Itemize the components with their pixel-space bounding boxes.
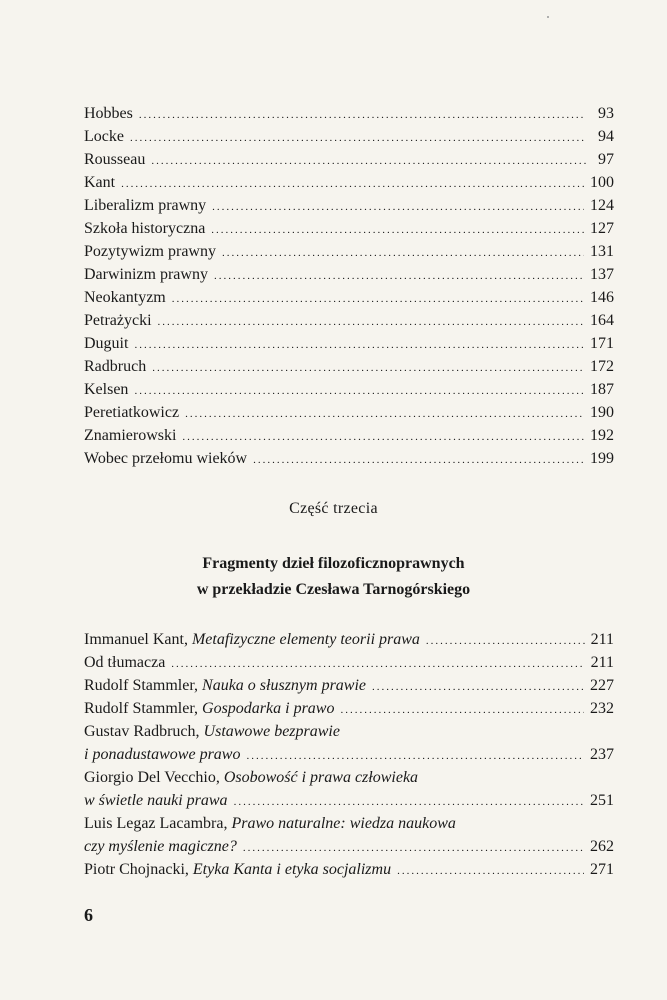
leader-dots — [372, 676, 584, 699]
leader-dots — [243, 837, 584, 860]
leader-dots — [151, 150, 586, 173]
toc-entry-page: 100 — [590, 174, 614, 191]
toc-entry-page: 131 — [590, 243, 614, 260]
toc-entry-work-title: Etyka Kanta i etyka socjalizmu — [192, 861, 392, 878]
toc-entry-author: Piotr Chojnacki, — [84, 861, 193, 878]
toc-entry — [84, 263, 614, 286]
toc-entry-label: Pozytywizm prawny — [84, 243, 216, 260]
leader-dots — [158, 311, 584, 334]
toc-entry-work-title: Ustawowe bezprawie — [203, 723, 340, 740]
toc-entry-label: Liberalizm prawny — [84, 197, 207, 214]
toc-entry-page: 171 — [590, 335, 614, 352]
toc-entry — [84, 789, 614, 812]
toc-entry-work-title: Osobowość i prawa człowieka — [223, 769, 419, 786]
toc-entry — [84, 651, 614, 674]
toc-entry-work-title: Gospodarka i prawo — [202, 700, 335, 717]
toc-entry-page: 227 — [590, 677, 614, 694]
toc-entry-author: Giorgio Del Vecchio, — [84, 769, 224, 786]
section-title — [0, 551, 667, 603]
toc-entry-label — [84, 628, 420, 651]
leader-dots — [172, 288, 584, 311]
toc-entry — [84, 309, 614, 332]
leader-dots — [171, 653, 584, 676]
toc-entry-label: Hobbes — [84, 105, 133, 122]
toc-entry-page: 262 — [590, 838, 614, 855]
toc-entry-label — [84, 697, 334, 720]
leader-dots — [130, 127, 586, 150]
toc-entry-page: 146 — [590, 289, 614, 306]
toc-entry — [84, 148, 614, 171]
toc-entry-label — [84, 674, 366, 697]
toc-entry — [84, 171, 614, 194]
toc-entry — [84, 424, 614, 447]
toc-entry — [84, 102, 614, 125]
toc-entry — [84, 286, 614, 309]
leader-dots — [185, 403, 584, 426]
toc-entry — [84, 447, 614, 470]
toc-entry — [84, 378, 614, 401]
toc-entry-page: 199 — [590, 450, 614, 467]
toc-entry-label: Darwinizm prawny — [84, 266, 208, 283]
paper-speck — [547, 16, 549, 18]
toc-entry-work-title: Metafizyczne elementy teorii prawa — [191, 631, 420, 648]
toc-entry — [84, 194, 614, 217]
leader-dots — [134, 334, 584, 357]
toc-entry-page: 271 — [590, 861, 614, 878]
leader-dots — [152, 357, 584, 380]
leader-dots — [234, 791, 584, 814]
toc-entry-page: 137 — [590, 266, 614, 283]
toc-entry-label: Szkoła historyczna — [84, 220, 206, 237]
leader-dots — [426, 630, 585, 653]
toc-entry-label: Od tłumacza — [84, 654, 166, 671]
toc-entry-page: 94 — [598, 128, 614, 145]
toc-entry — [84, 332, 614, 355]
toc-entry-author: Rudolf Stammler, — [84, 700, 203, 717]
leader-dots — [253, 449, 584, 472]
toc-entry-page: 127 — [590, 220, 614, 237]
leader-dots — [212, 196, 584, 219]
leader-dots — [121, 173, 584, 196]
leader-dots — [222, 242, 584, 265]
toc-entry-work-title: Prawo naturalne: wiedza naukowa — [231, 815, 456, 832]
section-title-line: Fragmenty dzieł filozoficznoprawnych — [202, 555, 465, 572]
toc-entry-page: 211 — [590, 631, 614, 648]
toc-entry-label: Radbruch — [84, 358, 147, 375]
toc-entry — [84, 835, 614, 858]
leader-dots — [397, 860, 584, 883]
toc-entry — [84, 858, 614, 881]
leader-dots — [211, 219, 584, 242]
toc-entry-work-title: i ponadustawowe prawo — [84, 746, 241, 763]
toc-entry-author: Gustav Radbruch, — [84, 723, 204, 740]
toc-entry-page: 93 — [598, 105, 614, 122]
toc-entry-label: Petrażycki — [84, 312, 152, 329]
toc-entry-page: 232 — [590, 700, 614, 717]
toc-entry-page: 190 — [590, 404, 614, 421]
leader-dots — [182, 426, 584, 449]
toc-entry-page: 97 — [598, 151, 614, 168]
toc-list-part-three — [84, 628, 614, 881]
toc-entry-label — [84, 789, 228, 812]
toc-entry-label: Kant — [84, 174, 116, 191]
toc-entry-label — [84, 743, 240, 766]
toc-entry-page: 124 — [590, 197, 614, 214]
toc-entry-page: 192 — [590, 427, 614, 444]
toc-list-part-two — [84, 102, 614, 470]
toc-entry-label: Locke — [84, 128, 124, 145]
toc-entry-page: 172 — [590, 358, 614, 375]
toc-entry — [84, 240, 614, 263]
page-number: 6 — [84, 905, 93, 925]
toc-entry-page: 187 — [590, 381, 614, 398]
toc-entry-page: 251 — [590, 792, 614, 809]
part-title: Część trzecia — [289, 500, 378, 517]
toc-entry-page: 211 — [590, 654, 614, 671]
leader-dots — [139, 104, 586, 127]
toc-entry — [84, 697, 614, 720]
toc-entry-label: Rousseau — [84, 151, 146, 168]
toc-entry-label: Kelsen — [84, 381, 129, 398]
toc-entry — [84, 628, 614, 651]
toc-entry — [84, 217, 614, 240]
toc-entry — [84, 355, 614, 378]
toc-entry-first-line — [84, 766, 614, 789]
toc-entry-author: Immanuel Kant, — [84, 631, 192, 648]
toc-entry-page: 237 — [590, 746, 614, 763]
toc-entry — [84, 674, 614, 697]
toc-entry-label: Znamierowski — [84, 427, 177, 444]
leader-dots — [246, 745, 584, 768]
toc-entry-author: Luis Legaz Lacambra, — [84, 815, 232, 832]
toc-entry-work-title: w świetle nauki prawa — [84, 792, 228, 809]
toc-entry-page: 164 — [590, 312, 614, 329]
toc-entry-work-title: Nauka o słusznym prawie — [202, 677, 367, 694]
toc-entry-label: Duguit — [84, 335, 129, 352]
toc-entry-first-line — [84, 812, 614, 835]
toc-entry-first-line — [84, 720, 614, 743]
toc-entry-author: Rudolf Stammler, — [84, 677, 203, 694]
leader-dots — [340, 699, 584, 722]
toc-entry-work-title: czy myślenie magiczne? — [84, 838, 237, 855]
leader-dots — [134, 380, 584, 403]
toc-entry-label: Peretiatkowicz — [84, 404, 180, 421]
toc-entry-label: Wobec przełomu wieków — [84, 450, 248, 467]
toc-entry-label: Neokantyzm — [84, 289, 166, 306]
toc-entry — [84, 401, 614, 424]
toc-entry — [84, 125, 614, 148]
toc-entry-label — [84, 835, 237, 858]
leader-dots — [214, 265, 584, 288]
section-title-line: w przekładzie Czesława Tarnogórskiego — [196, 581, 471, 598]
toc-entry-label — [84, 858, 391, 881]
toc-entry — [84, 743, 614, 766]
